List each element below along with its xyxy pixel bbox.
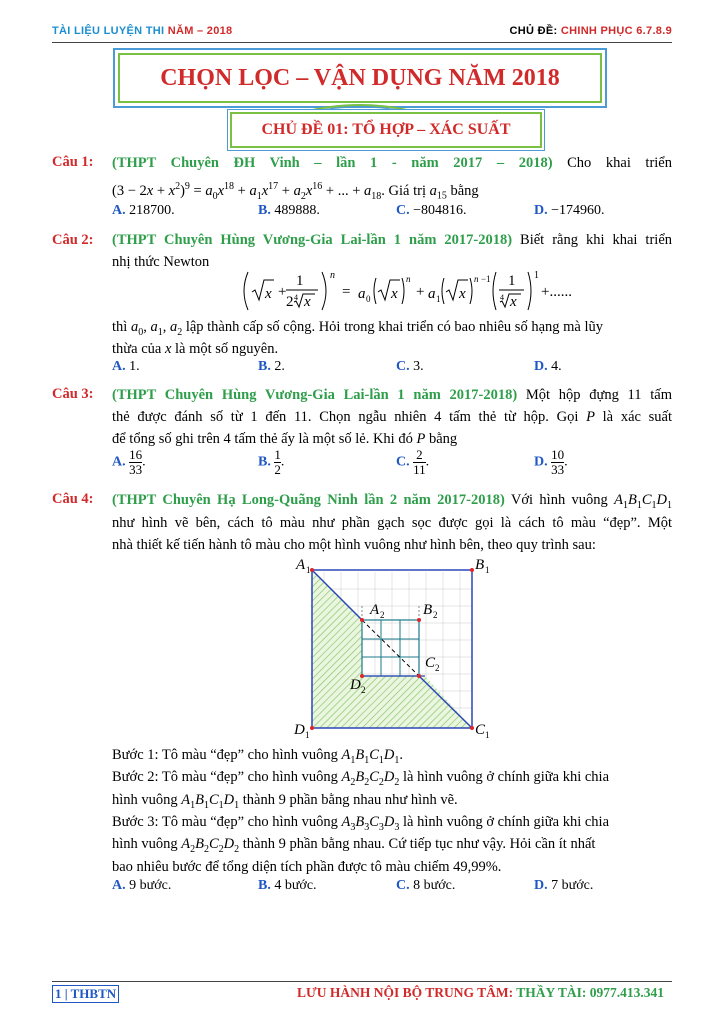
footer-divider [52, 981, 672, 982]
svg-text:4: 4 [294, 293, 298, 302]
svg-text:1: 1 [508, 273, 516, 289]
q4-label: Câu 4: [52, 491, 94, 507]
q2-label: Câu 2: [52, 232, 94, 248]
q1-option-c[interactable]: C. −804816. [396, 203, 467, 218]
svg-text:1: 1 [436, 294, 441, 304]
q1-line1: (THPT Chuyên ĐH Vinh – lần 1 - năm 2017 – 2018) Cho khai triển [112, 155, 672, 171]
q3-label: Câu 3: [52, 386, 94, 402]
q3-option-d[interactable]: D. $\frac{10}{33}$ . [534, 447, 568, 477]
svg-text:a: a [358, 286, 366, 302]
svg-text:B: B [475, 557, 485, 573]
q2-option-d[interactable]: D. 4. [534, 359, 562, 374]
svg-text:2: 2 [361, 685, 366, 695]
svg-text:a: a [428, 286, 436, 302]
svg-text:0: 0 [366, 294, 371, 304]
inner-grid [362, 620, 419, 676]
q2-line1: (THPT Chuyên Hùng Vương-Gia Lai-lần 1 năm 2017-2018) Biết rằng khi khai triển [112, 232, 672, 248]
q4-line3: nhà thiết kế tiến hành tô màu cho một hình vuông như hình bên, theo quy trình sau: [112, 537, 596, 553]
svg-text:C: C [475, 722, 486, 738]
svg-text:+: + [278, 284, 287, 300]
q3-option-a[interactable]: A. $\frac{16}{33}$ . [112, 447, 146, 477]
q1-line2: $(3 - 2x + x^2)^9 = a_0x^{18} + a_1x^{17} + a_2x^{16}$ + ... + $a_{18}$. Giá trị $a_{15}$ bằng [112, 181, 479, 202]
q4-step2-line1: Bước 2: Tô màu “đẹp” cho hình vuông $A_2B_2C_2D_2$ là hình vuông ở chính giữa khi chia [112, 769, 610, 788]
svg-text:1: 1 [485, 565, 490, 575]
svg-text:A: A [370, 602, 380, 618]
q4-option-b[interactable]: B. 4 bước. [258, 878, 317, 893]
svg-text:1: 1 [296, 273, 304, 289]
svg-text:A: A [296, 557, 306, 573]
svg-text:1: 1 [534, 270, 539, 281]
svg-text:n: n [330, 270, 335, 281]
svg-text:−1: −1 [481, 274, 491, 284]
svg-text:2: 2 [380, 610, 385, 620]
svg-text:B: B [423, 602, 433, 618]
svg-text:1: 1 [305, 730, 310, 740]
q4-step3-line3: bao nhiêu bước để tổng diện tích phần được tô màu chiếm 49,99%. [112, 859, 502, 875]
q2-option-b[interactable]: B. 2. [258, 359, 285, 374]
q2-option-a[interactable]: A. 1. [112, 359, 140, 374]
page-title: CHỌN LỌC – VẬN DỤNG NĂM 2018 [118, 53, 602, 103]
svg-text:C: C [425, 655, 436, 671]
svg-text:x: x [265, 286, 272, 302]
svg-text:x: x [391, 286, 398, 302]
svg-text:2: 2 [286, 294, 294, 310]
svg-text:1: 1 [485, 730, 490, 740]
svg-text:4: 4 [500, 293, 504, 302]
q3-option-c[interactable]: C. $\frac{2}{11}$ . [396, 447, 430, 477]
svg-text:D: D [294, 722, 305, 738]
title-connector [300, 99, 420, 113]
svg-text:+: + [416, 284, 425, 300]
q1-expansion: $(3 - 2x + x^2)^9 = a_0x^{18} + a_1x^{17} + a_2x^{16}$ + ... + $a_{18}$. [112, 181, 385, 202]
q1-option-d[interactable]: D. −174960. [534, 203, 605, 218]
q2-line2: nhị thức Newton [112, 254, 210, 270]
q4-option-d[interactable]: D. 7 bước. [534, 878, 594, 893]
q4-option-a[interactable]: A. 9 bước. [112, 878, 172, 893]
svg-text:2: 2 [433, 610, 438, 620]
svg-text:=: = [342, 284, 351, 300]
q4-step1: Bước 1: Tô màu “đẹp” cho hình vuông $A_1B_1C_1D_1$. [112, 747, 403, 766]
page-number: 1 | THBTN [52, 985, 119, 1003]
q2-line4: thừa của x là một số nguyên. [112, 341, 279, 357]
svg-text:x: x [459, 286, 466, 302]
q1-option-a[interactable]: A. 218700. [112, 203, 175, 218]
svg-text:n: n [474, 274, 479, 284]
header-left: TÀI LIỆU LUYỆN THI NĂM – 2018 [52, 25, 233, 37]
svg-text:2: 2 [435, 663, 440, 673]
svg-text:+......: +...... [541, 284, 572, 300]
q1-label: Câu 1: [52, 154, 94, 170]
svg-text:x: x [510, 294, 517, 310]
q3-option-b[interactable]: B. $\frac{1}{2}$ . [258, 447, 285, 477]
q3-line3: để tổng số ghi trên 4 tấm thẻ ấy là một số lẻ. Khi đó P bằng [112, 431, 458, 447]
q4-line2: như hình vẽ bên, cách tô màu như phần gạch sọc được gọi là cách tô màu “đẹp”. Một [112, 515, 672, 531]
q4-line1: (THPT Chuyên Hạ Long-Quãng Ninh lần 2 năm 2017-2018) Với hình vuông $A_1B_1C_1D_1$ [112, 492, 673, 511]
header-divider [52, 42, 672, 43]
q3-line1: (THPT Chuyên Hùng Vương-Gia Lai-lần 1 năm 2017-2018) Một hộp đựng 11 tấm [112, 387, 672, 403]
q2-line3: thì $a_0$, $a_1$, $a_2$ lập thành cấp số cộng. Hỏi trong khai triển có bao nhiêu số hạng mà lũy [112, 319, 603, 338]
q4-step2-line2: hình vuông $A_1B_1C_1D_1$ thành 9 phần bằng nhau như hình vẽ. [112, 792, 458, 811]
q1-option-b[interactable]: B. 489888. [258, 203, 320, 218]
svg-text:D: D [350, 677, 361, 693]
svg-text:1: 1 [306, 565, 311, 575]
q4-step3-line1: Bước 3: Tô màu “đẹp” cho hình vuông $A_3B_3C_3D_3$ là hình vuông ở chính giữa khi chia [112, 814, 610, 833]
footer-info: LƯU HÀNH NỘI BỘ TRUNG TÂM: THẦY TÀI: 0977.413.341 [296, 985, 664, 1000]
inner-square [362, 620, 419, 676]
header-right: CHỦ ĐỀ: CHINH PHỤC 6.7.8.9 [509, 25, 672, 37]
q4-step3-line2: hình vuông $A_2B_2C_2D_2$ thành 9 phần bằng nhau. Cứ tiếp tục như vậy. Hỏi cần ít nhất [112, 836, 596, 855]
q4-option-c[interactable]: C. 8 bước. [396, 878, 456, 893]
q2-option-c[interactable]: C. 3. [396, 359, 424, 374]
q3-line2: thẻ được đánh số từ 1 đến 11. Chọn ngẫu nhiên 4 tấm thẻ từ hộp. Gọi P là xác suất [112, 409, 672, 425]
svg-text:x: x [304, 294, 311, 310]
square-diagram [290, 552, 500, 742]
q2-binomial-formula [238, 268, 572, 314]
chapter-subtitle: CHỦ ĐỀ 01: TỔ HỢP – XÁC SUẤT [230, 112, 542, 148]
svg-text:n: n [406, 274, 411, 284]
